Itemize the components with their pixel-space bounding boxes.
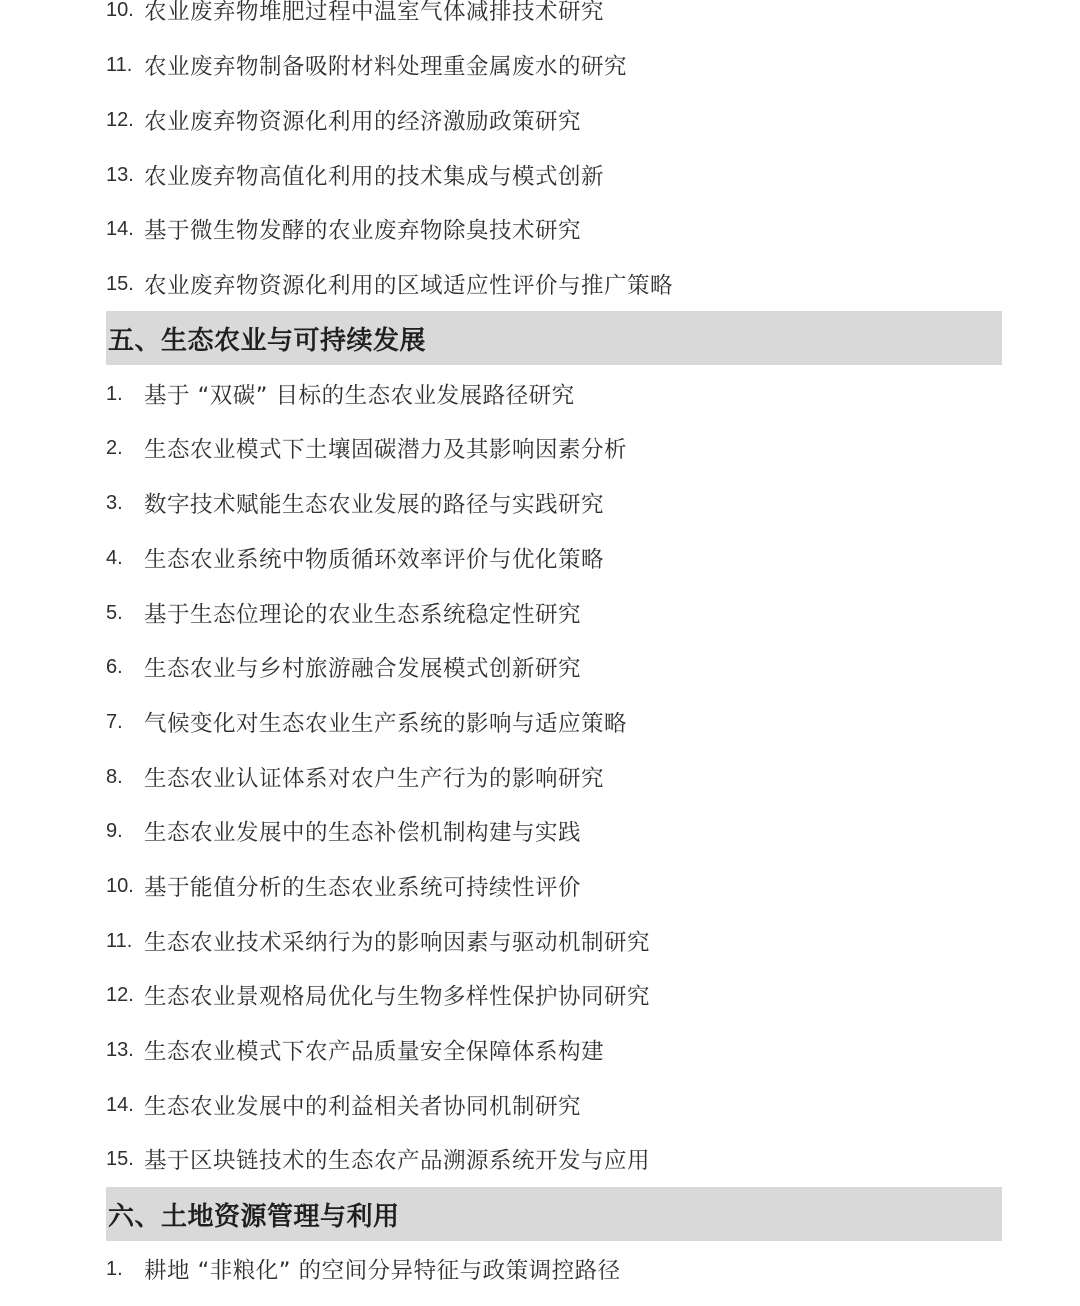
section-title: 五、生态农业与可持续发展 — [108, 325, 427, 356]
item-number: 13. — [106, 163, 134, 186]
item-text: 气候变化对生态农业生产系统的影响与适应策略 — [144, 711, 628, 737]
list-item — [106, 0, 604, 30]
item-number: 3. — [106, 491, 123, 514]
item-text: 农业废弃物高值化利用的技术集成与模式创新 — [144, 164, 605, 190]
item-number: 4. — [106, 546, 123, 569]
section-heading — [106, 311, 1002, 365]
item-number: 9. — [106, 819, 123, 842]
list-item — [106, 1030, 604, 1070]
list-item — [106, 45, 627, 85]
list-item — [106, 702, 627, 742]
item-number: 14. — [106, 1093, 134, 1116]
item-text: 基于微生物发酵的农业废弃物除臭技术研究 — [144, 218, 582, 244]
item-number: 1. — [106, 1257, 123, 1280]
list-item — [106, 811, 581, 851]
list-item — [106, 538, 604, 578]
list-item — [106, 155, 604, 195]
item-number: 8. — [106, 765, 123, 788]
item-number: 10. — [106, 0, 134, 21]
item-number: 6. — [106, 655, 123, 678]
item-text: 农业废弃物堆肥过程中温室气体减排技术研究 — [144, 0, 605, 25]
item-number: 5. — [106, 601, 123, 624]
item-number: 10. — [106, 874, 134, 897]
item-text: 生态农业认证体系对农户生产行为的影响研究 — [144, 766, 605, 792]
item-number: 14. — [106, 217, 134, 240]
list-item — [106, 647, 581, 687]
item-number: 2. — [106, 436, 123, 459]
item-text: 生态农业发展中的利益相关者协同机制研究 — [144, 1094, 582, 1120]
item-text: 基于 “双碳” 目标的生态农业发展路径研究 — [144, 383, 575, 409]
item-number: 12. — [106, 108, 134, 131]
item-text: 生态农业模式下土壤固碳潜力及其影响因素分析 — [144, 437, 628, 463]
item-text: 基于生态位理论的农业生态系统稳定性研究 — [144, 602, 582, 628]
item-number: 12. — [106, 983, 134, 1006]
item-text: 生态农业系统中物质循环效率评价与优化策略 — [144, 547, 605, 573]
item-text: 生态农业模式下农产品质量安全保障体系构建 — [144, 1039, 605, 1065]
list-item — [106, 593, 581, 633]
section-heading — [106, 1187, 1002, 1241]
item-text: 农业废弃物资源化利用的经济激励政策研究 — [144, 109, 582, 135]
item-number: 15. — [106, 272, 134, 295]
list-item — [106, 264, 673, 304]
item-text: 生态农业与乡村旅游融合发展模式创新研究 — [144, 656, 582, 682]
list-item — [106, 374, 575, 414]
list-item — [106, 866, 581, 906]
list-item — [106, 921, 650, 961]
item-number: 15. — [106, 1147, 134, 1170]
list-item — [106, 1139, 650, 1179]
list-item — [106, 1249, 621, 1289]
item-text: 基于能值分析的生态农业系统可持续性评价 — [144, 875, 582, 901]
list-item — [106, 975, 650, 1015]
item-text: 基于区块链技术的生态农产品溯源系统开发与应用 — [144, 1148, 651, 1174]
list-item — [106, 1085, 581, 1125]
item-text: 农业废弃物资源化利用的区域适应性评价与推广策略 — [144, 273, 674, 299]
item-text: 生态农业景观格局优化与生物多样性保护协同研究 — [144, 984, 651, 1010]
item-text: 生态农业技术采纳行为的影响因素与驱动机制研究 — [144, 930, 651, 956]
item-number: 11. — [106, 929, 133, 952]
list-item — [106, 100, 581, 140]
section-title: 六、土地资源管理与利用 — [108, 1201, 400, 1232]
list-item — [106, 209, 581, 249]
item-text: 农业废弃物制备吸附材料处理重金属废水的研究 — [144, 54, 628, 80]
item-text: 数字技术赋能生态农业发展的路径与实践研究 — [144, 492, 605, 518]
item-number: 11. — [106, 53, 133, 76]
list-item — [106, 483, 604, 523]
list-item — [106, 757, 604, 797]
item-number: 13. — [106, 1038, 134, 1061]
item-number: 7. — [106, 710, 123, 733]
list-item — [106, 428, 627, 468]
item-text: 生态农业发展中的生态补偿机制构建与实践 — [144, 820, 582, 846]
item-number: 1. — [106, 382, 123, 405]
item-text: 耕地 “非粮化” 的空间分异特征与政策调控路径 — [144, 1258, 621, 1284]
